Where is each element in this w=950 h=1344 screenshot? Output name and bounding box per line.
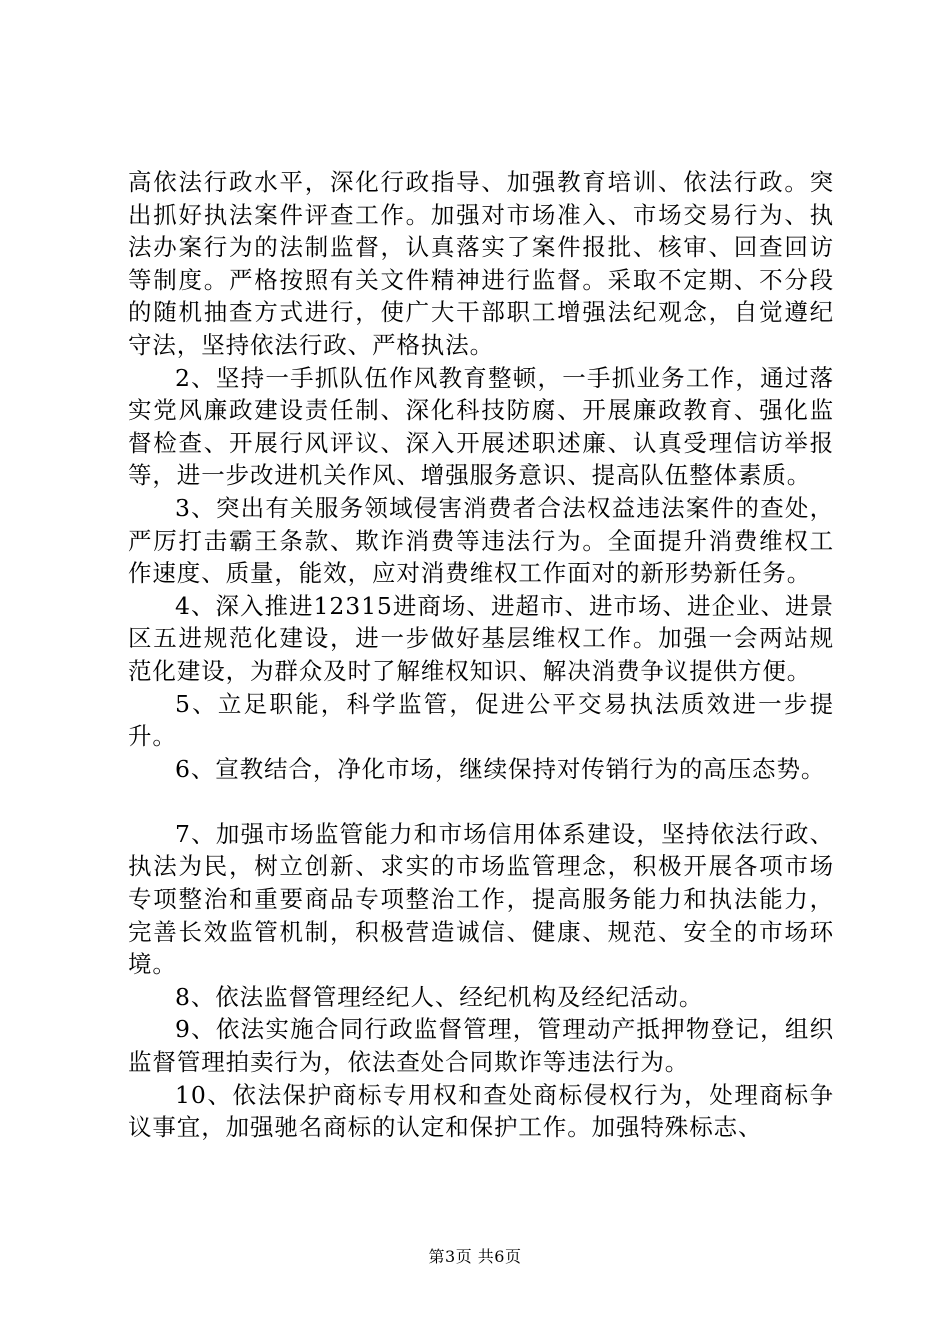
page-footer: 第3页 共6页 xyxy=(428,1247,522,1266)
paragraph-item-2: 2、坚持一手抓队伍作风教育整顿，一手抓业务工作，通过落实党风廉政建设责任制、深化科技防腐、开展廉政教育、强化监督检查、开展行风评议、深入开展述职述廉、认真受理信访举报等，进一步改进机关作风、增强服务意识、提高队伍整体素质。 xyxy=(128,363,834,490)
paragraph-item-8: 8、依法监督管理经纪人、经纪机构及经纪活动。 xyxy=(175,982,704,1011)
paragraph-item-9: 9、依法实施合同行政监督管理，管理动产抵押物登记，组织监督管理拍卖行为，依法查处合同欺诈等违法行为。 xyxy=(128,1015,834,1077)
paragraph-item-3: 3、突出有关服务领域侵害消费者合法权益违法案件的查处，严厉打击霸王条款、欺诈消费等违法行为。全面提升消费维权工作速度、质量，能效，应对消费维权工作面对的新形势新任务。 xyxy=(128,493,834,588)
paragraph-continuation: 高依法行政水平，深化行政指导、加强教育培训、依法行政。突出抓好执法案件评查工作。加强对市场准入、市场交易行为、执法办案行为的法制监督，认真落实了案件报批、核审、回查回访等制度。严格按照有关文件精神进行监督。采取不定期、不分段的随机抽查方式进行，使广大干部职工增强法纪观念，自觉遵纪守法，坚持依法行政、严格执法。 xyxy=(128,168,834,359)
document-body xyxy=(128,166,834,1144)
paragraph-item-10: 10、依法保护商标专用权和查处商标侵权行为，处理商标争议事宜，加强驰名商标的认定和保护工作。加强特殊标志、 xyxy=(128,1080,834,1142)
paragraph-item-7: 7、加强市场监管能力和市场信用体系建设，坚持依法行政、执法为民，树立创新、求实的市场监管理念，积极开展各项市场专项整治和重要商品专项整治工作，提高服务能力和执法能力，完善长效监管机制，积极营造诚信、健康、规范、安全的市场环境。 xyxy=(128,819,834,979)
paragraph-item-4: 4、深入推进12315进商场、进超市、进市场、进企业、进景区五进规范化建设，进一步做好基层维权工作。加强一会两站规范化建设，为群众及时了解维权知识、解决消费争议提供方便。 xyxy=(128,591,834,685)
paragraph-item-5: 5、立足职能，科学监管，促进公平交易执法质效进一步提升。 xyxy=(128,689,834,751)
blank-line xyxy=(128,785,834,818)
paragraph-item-6: 6、宣教结合，净化市场，继续保持对传销行为的高压态势。 xyxy=(175,754,826,783)
